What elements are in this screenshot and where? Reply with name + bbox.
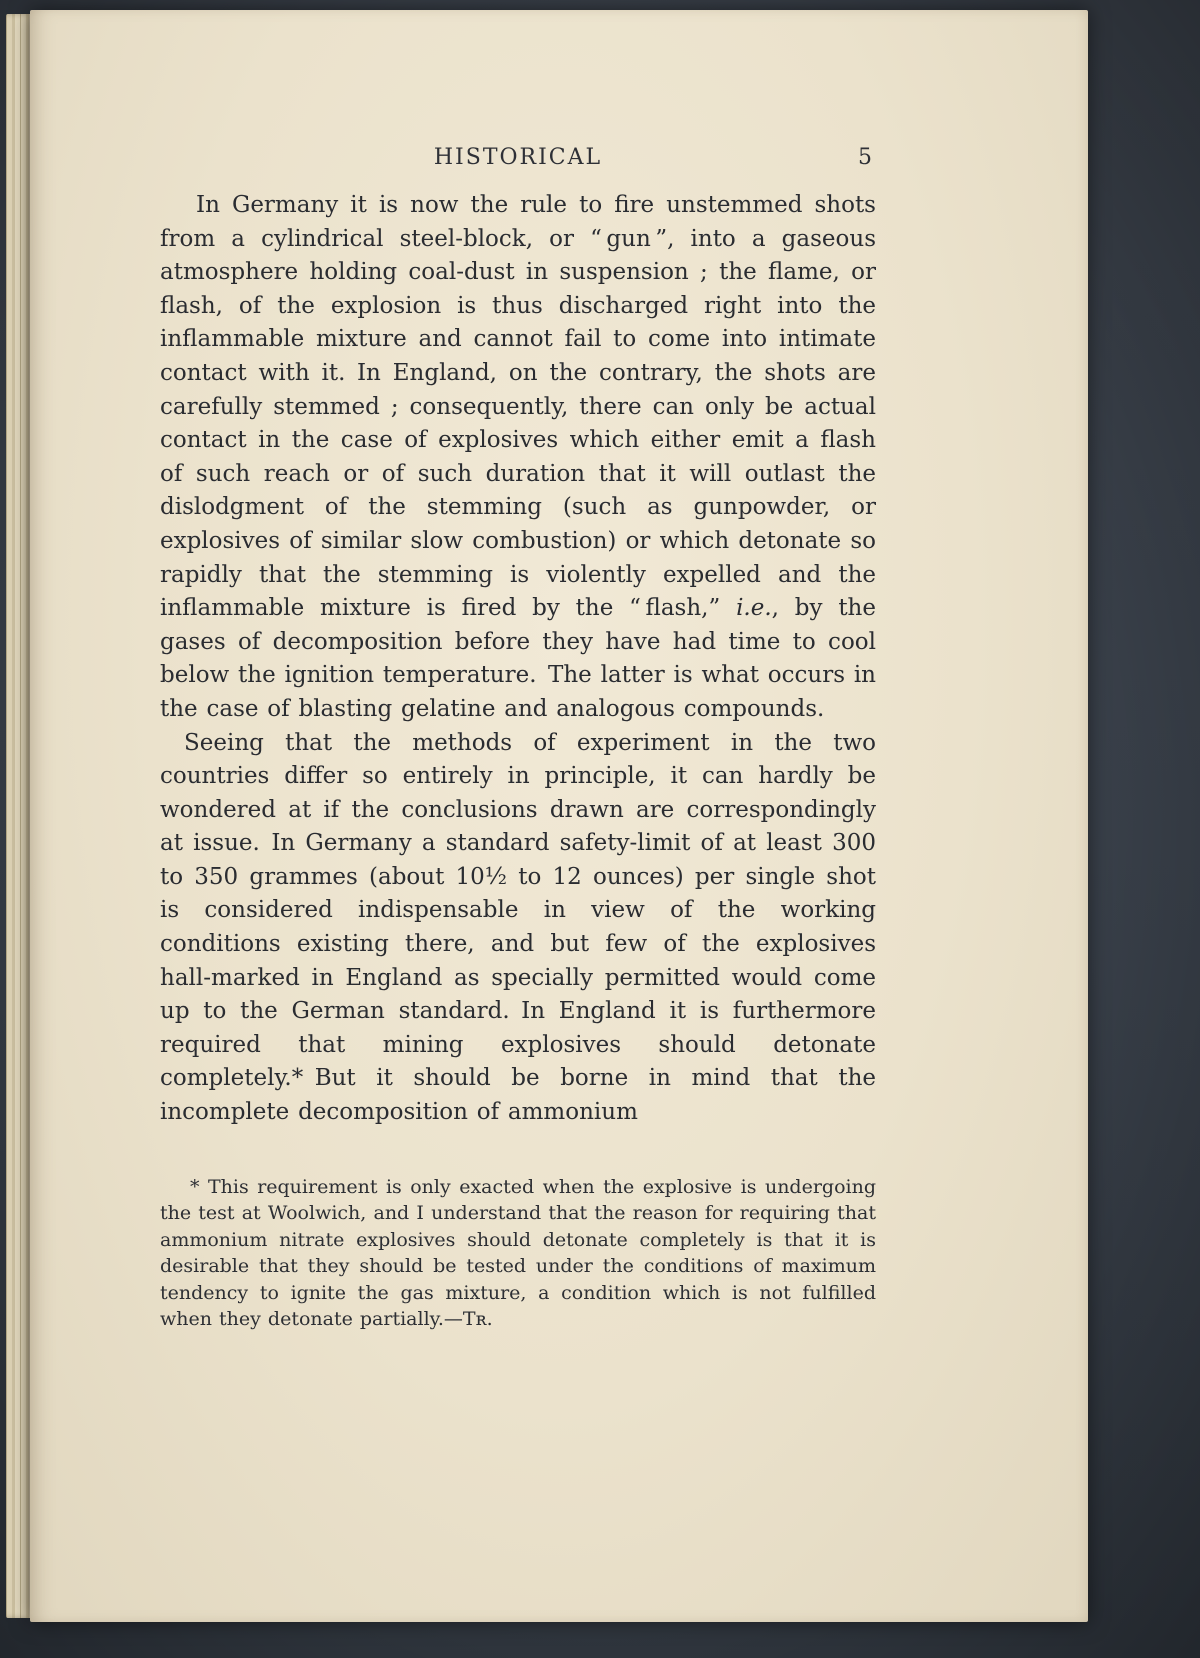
paragraph-2-text: Seeing that the methods of experiment in the two countries differ so entirely in principle, it can hardly be wondered at if the conclusions drawn are correspondingly at issue. In Germany a standard safety-limit of at least 300 to 350 grammes (about 10½ to 12 ounces) per single shot is considered indispensable in view of the working conditions existing there, and but few of the explosives hall-marked in England as specially permitted would come up to the German standard. In England it is furthermore required that mining explosives should detonate completely.* But it should be borne in mind that the incomplete decomposition of ammonium [160, 729, 876, 1126]
footnote [160, 1174, 876, 1333]
paper-page [30, 10, 1088, 1622]
paragraph-1-text-cont: , by the gases of decomposition before they have had time to cool below the ignition temperature. The latter is what occurs in the case of blasting gelatine and analogous compounds. [160, 595, 876, 722]
paragraph-1 [160, 189, 876, 727]
footnote-text: * This requirement is only exacted when the explosive is undergoing the test at Woolwich, and I understand that the reason for requiring that ammonium nitrate explosives should detonate completely is that it is desirable that they should be tested under the conditions of maximum tendency to ignite the gas mixture, a condition which is not fulfilled when they detonate partially.—Tʀ. [160, 1175, 876, 1331]
paragraph-1-text: In Germany it is now the rule to fire unstemmed shots from a cylindrical steel-block, or “ gun ”, into a gaseous atmosphere holding coal-dust in suspension ; the flame, or flash, of the explosion is thus discharged right into the inflammable mixture and cannot fail to come into intimate contact with it. In England, on the contrary, the shots are carefully stemmed ; consequently, there can only be actual contact in the case of explosives which either emit a flash of such reach or of such duration that it will outlast the dislodgment of the stemming (such as gunpowder, or explosives of similar slow combustion) or which detonate so rapidly that the stemming is violently expelled and the inflammable mixture is fired by the “ flash,” [160, 192, 876, 622]
page-number: 5 [858, 145, 872, 170]
paragraph-2 [160, 727, 876, 1130]
running-head [160, 145, 876, 175]
page-title: HISTORICAL [433, 145, 603, 170]
paragraph-1-italic-ie: i.e. [736, 595, 772, 622]
page-content [160, 145, 876, 1333]
page-edges [6, 14, 32, 1618]
